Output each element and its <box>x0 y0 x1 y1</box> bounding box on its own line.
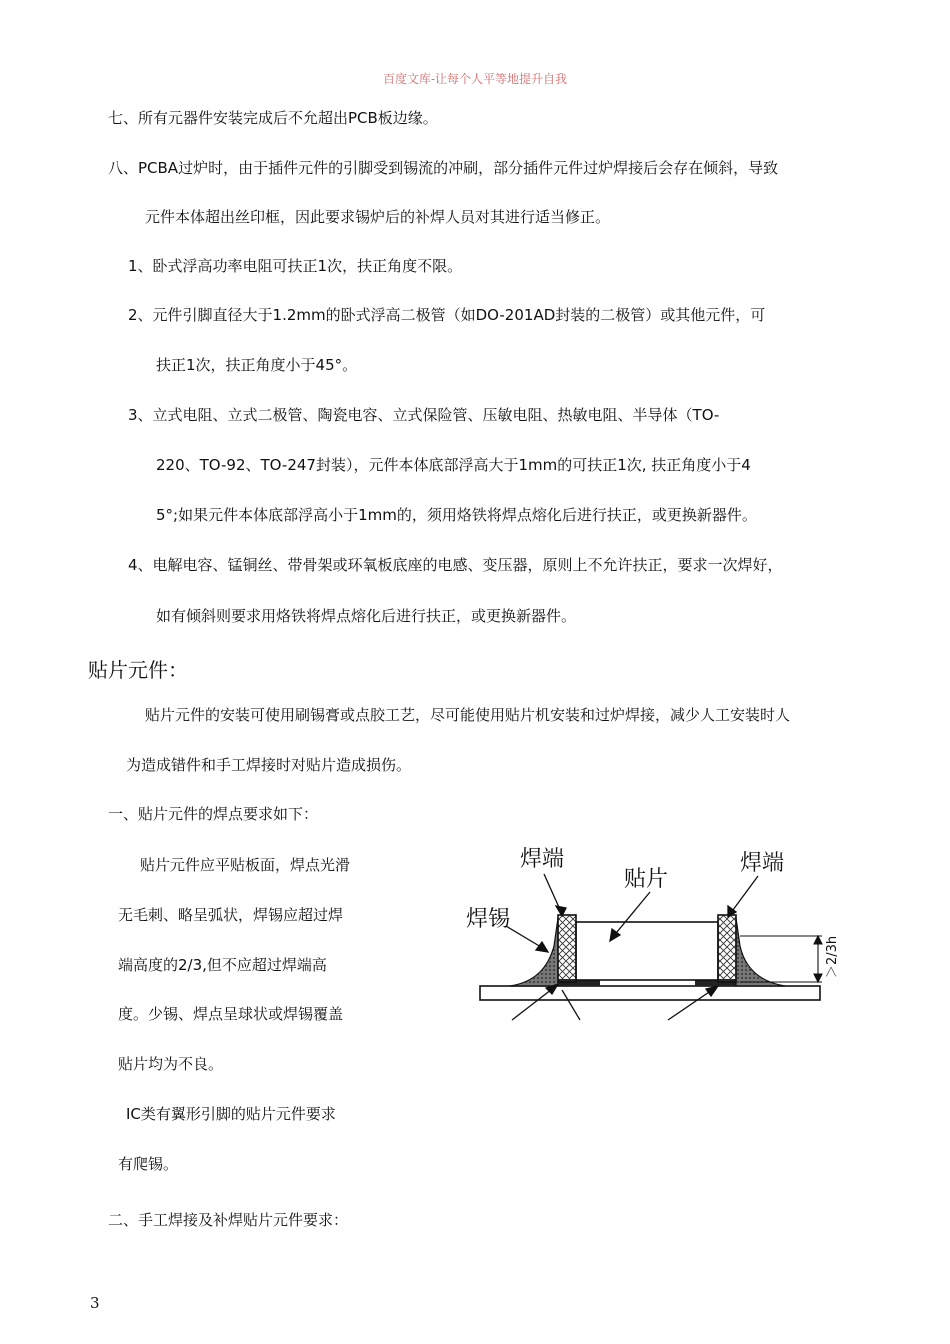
list-item-2-line1: 2、元件引脚直径大于1.2mm的卧式浮高二极管（如DO-201AD封装的二极管）或其他元件，可 <box>128 306 766 324</box>
left-solder-fillet <box>510 918 558 986</box>
solder-joint-diagram <box>440 828 860 1028</box>
right-terminal <box>718 915 736 982</box>
requirement-line-5: 贴片均为不良。 <box>118 1055 224 1073</box>
list-item-2-line2: 扶正1次，扶正角度小于45°。 <box>156 356 358 374</box>
page-number: 3 <box>90 1294 100 1312</box>
label-left-terminal: 焊端 <box>520 847 565 872</box>
left-terminal <box>558 915 576 982</box>
paragraph-item-7: 七、所有元器件安装完成后不允超出PCB板边缘。 <box>108 109 438 127</box>
requirement-line-1: 贴片元件应平贴板面，焊点光滑 <box>140 856 351 874</box>
list-item-3-line2: 220、TO-92、TO-247封装），元件本体底部浮高大于1mm的可扶正1次, 扶正角度小于4 <box>156 456 751 474</box>
requirement-line-4: 度。少锡、焊点呈球状或焊锡覆盖 <box>118 1005 344 1023</box>
label-solder: 焊锡 <box>466 907 511 932</box>
requirement-line-6: IC类有翼形引脚的贴片元件要求 <box>126 1105 336 1123</box>
chip-body <box>576 922 718 980</box>
pcb-board <box>480 986 820 1000</box>
subheading-1: 一、贴片元件的焊点要求如下： <box>108 805 319 823</box>
label-chip: 贴片 <box>624 867 669 892</box>
requirement-line-3: 端高度的2/3,但不应超过焊端高 <box>118 956 327 974</box>
requirement-line-2: 无毛刺、略呈弧状，焊锡应超过焊 <box>118 906 344 924</box>
right-solder-fillet <box>736 918 785 986</box>
paragraph-item-8-line2: 元件本体超出丝印框，因此要求锡炉后的补焊人员对其进行适当修正。 <box>145 208 611 226</box>
watermark-header: 百度文库-让每个人平等地提升自我 <box>382 72 568 86</box>
list-item-1: 1、卧式浮高功率电阻可扶正1次，扶正角度不限。 <box>128 257 463 275</box>
label-right-terminal: 焊端 <box>740 851 785 876</box>
subheading-2: 二、手工焊接及补焊贴片元件要求： <box>108 1211 349 1229</box>
paragraph-item-8-line1: 八、PCBA过炉时，由于插件元件的引脚受到锡流的冲刷，部分插件元件过炉焊接后会存在倾斜，导致 <box>108 159 779 177</box>
list-item-3-line1: 3、立式电阻、立式二极管、陶瓷电容、立式保险管、压敏电阻、热敏电阻、半导体（TO- <box>128 406 720 424</box>
list-item-4-line2: 如有倾斜则要求用烙铁将焊点熔化后进行扶正，或更换新器件。 <box>156 607 577 625</box>
section-title-smd: 贴片元件： <box>88 658 188 682</box>
intro-paragraph-line2: 为造成错件和手工焊接时对贴片造成损伤。 <box>126 756 412 774</box>
requirement-line-7: 有爬锡。 <box>118 1155 179 1173</box>
list-item-4-line1: 4、电解电容、锰铜丝、带骨架或环氧板底座的电感、变压器，原则上不允许扶正，要求一次焊好， <box>128 556 783 574</box>
list-item-3-line3: 5°;如果元件本体底部浮高小于1mm的，须用烙铁将焊点熔化后进行扶正，或更换新器件。 <box>156 506 757 524</box>
label-height-ratio: ＞2/3h <box>825 935 840 978</box>
intro-paragraph-line1: 贴片元件的安装可使用刷锡膏或点胶工艺，尽可能使用贴片机安装和过炉焊接，减少人工安装时人 <box>145 706 791 724</box>
